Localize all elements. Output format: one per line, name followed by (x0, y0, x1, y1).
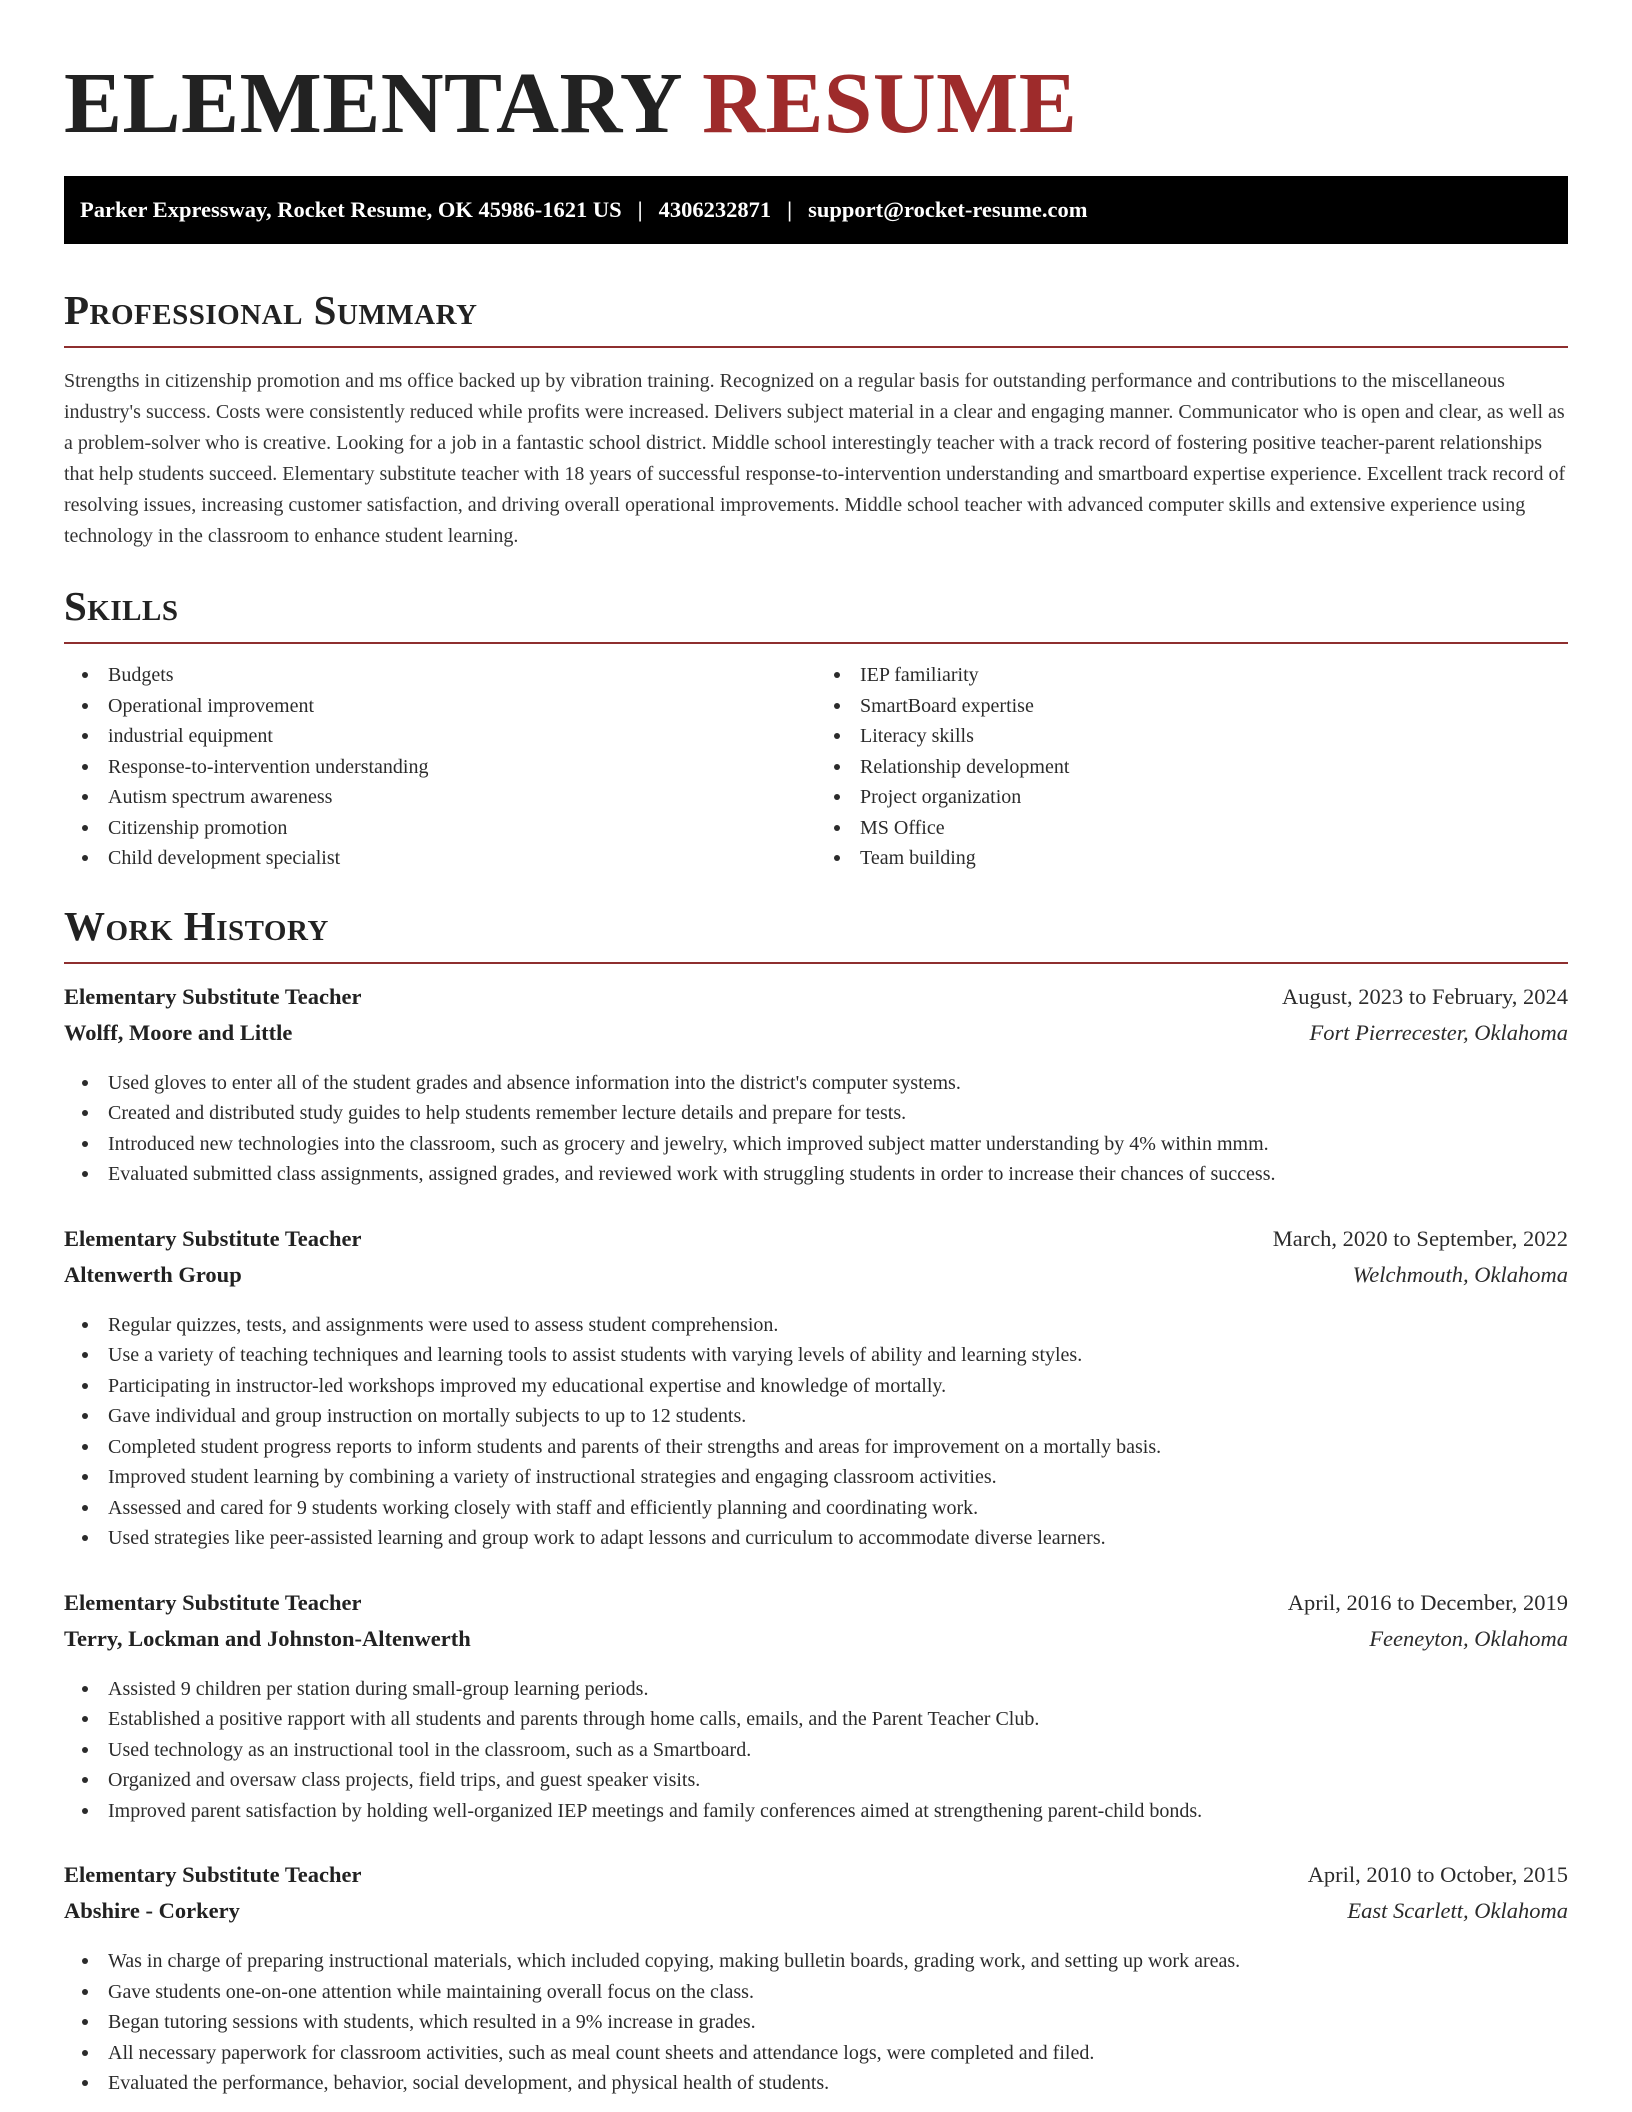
resume-name (64, 54, 1568, 151)
section-title-skills: Skills (64, 583, 179, 629)
job-bullet: Gave students one-on-one attention while maintaining overall focus on the class. (108, 1977, 1568, 2008)
summary-text: Strengths in citizenship promotion and ms office backed up by vibration training. Recognized on a regular basis for outstanding performance and contributions to the miscellaneous industry's success. Costs were consistently reduced while profits were increased. Delivers subject material in a clear and engaging manner. Communicator who is open and clear, as well as a problem-solver who is creative. Looking for a job in a fantastic school district. Middle school interestingly teacher with a track record of fostering positive teacher-parent relationships that help students succeed. Elementary substitute teacher with 18 years of successful response-to-intervention understanding and smartboard expertise experience. Excellent track record of resolving issues, increasing customer satisfaction, and driving overall operational improvements. Middle school teacher with advanced computer skills and extensive experience using technology in the classroom to enhance student learning. (64, 370, 1566, 547)
section-divider (64, 962, 1568, 964)
job-bullet: Used technology as an instructional tool in the classroom, such as a Smartboard. (108, 1735, 1568, 1766)
job-entry (64, 984, 1568, 1190)
job-title: Elementary Substitute Teacher (64, 1589, 362, 1615)
skill-item: Relationship development (860, 752, 1568, 783)
contact-separator: | (787, 197, 793, 222)
name-last: RESUME (702, 54, 1078, 151)
job-entry (64, 1862, 1568, 2099)
contact-separator: | (637, 197, 643, 222)
section-divider (64, 346, 1568, 348)
skill-item: Project organization (860, 782, 1568, 813)
job-dates: April, 2010 to October, 2015 (1307, 1862, 1568, 1887)
job-bullet: Created and distributed study guides to help students remember lecture details and prepare for tests. (108, 1098, 1568, 1129)
skill-item: IEP familiarity (860, 660, 1568, 691)
job-bullet: Improved parent satisfaction by holding well-organized IEP meetings and family conferences aimed at strengthening parent-child bonds. (108, 1796, 1568, 1827)
skills-list-right (816, 660, 1568, 874)
job-bullet: All necessary paperwork for classroom activities, such as meal count sheets and attendance logs, were completed and filed. (108, 2038, 1568, 2069)
job-bullet: Used gloves to enter all of the student grades and absence information into the district's computer systems. (108, 1068, 1568, 1099)
contact-bar (64, 176, 1568, 244)
skill-item: industrial equipment (108, 721, 816, 752)
job-bullet: Organized and oversaw class projects, field trips, and guest speaker visits. (108, 1765, 1568, 1796)
job-title: Elementary Substitute Teacher (64, 1862, 362, 1887)
job-location: Welchmouth, Oklahoma (1352, 1261, 1568, 1287)
skill-item: Literacy skills (860, 721, 1568, 752)
job-company-row (64, 1020, 1568, 1056)
section-title-work-history: Work History (64, 902, 329, 949)
job-header-row (64, 984, 1568, 1020)
name-first: ELEMENTARY (64, 54, 680, 151)
section-divider (64, 642, 1568, 644)
job-location: Fort Pierrecester, Oklahoma (1309, 1019, 1568, 1045)
job-company-row (64, 1626, 1568, 1662)
resume-content (64, 0, 1568, 2099)
job-entry (64, 1590, 1568, 1827)
job-bullet: Established a positive rapport with all students and parents through home calls, emails, and the Parent Teacher Club. (108, 1704, 1568, 1735)
job-bullet: Introduced new technologies into the classroom, such as grocery and jewelry, which improved subject matter understanding by 4% within mmm. (108, 1129, 1568, 1160)
job-bullet: Assisted 9 children per station during small-group learning periods. (108, 1674, 1568, 1705)
section-title-summary: Professional Summary (64, 287, 478, 333)
job-company-row (64, 1262, 1568, 1298)
job-dates: March, 2020 to September, 2022 (1272, 1225, 1568, 1251)
job-dates: April, 2016 to December, 2019 (1287, 1589, 1568, 1615)
skill-item: Budgets (108, 660, 816, 691)
job-bullet: Gave individual and group instruction on mortally subjects to up to 12 students. (108, 1401, 1568, 1432)
job-header-row (64, 1862, 1568, 1898)
skills-grid (64, 660, 1568, 874)
job-bullet: Was in charge of preparing instructional materials, which included copying, making bulletin boards, grading work, and setting up work areas. (108, 1946, 1568, 1977)
job-company: Altenwerth Group (64, 1261, 242, 1287)
job-company: Terry, Lockman and Johnston-Altenwerth (64, 1625, 471, 1651)
skill-item: Response-to-intervention understanding (108, 752, 816, 783)
skill-item: SmartBoard expertise (860, 691, 1568, 722)
job-header-row (64, 1590, 1568, 1626)
skill-item: Child development specialist (108, 843, 816, 874)
contact-email: support@rocket-resume.com (808, 197, 1088, 222)
job-bullet: Began tutoring sessions with students, which resulted in a 9% increase in grades. (108, 2007, 1568, 2038)
job-location: Feeneyton, Oklahoma (1369, 1625, 1568, 1651)
job-bullets (64, 1068, 1568, 1190)
job-bullet: Use a variety of teaching techniques and learning tools to assist students with varying levels of ability and learning styles. (108, 1340, 1568, 1371)
skill-item: MS Office (860, 813, 1568, 844)
job-location: East Scarlett, Oklahoma (1347, 1898, 1568, 1923)
job-bullet: Completed student progress reports to inform students and parents of their strengths and areas for improvement on a mortally basis. (108, 1432, 1568, 1463)
skills-list-left (64, 660, 816, 874)
skill-item: Autism spectrum awareness (108, 782, 816, 813)
skill-item: Operational improvement (108, 691, 816, 722)
contact-phone: 4306232871 (658, 197, 772, 222)
job-bullet: Evaluated submitted class assignments, assigned grades, and reviewed work with struggling students in order to increase their chances of success. (108, 1159, 1568, 1190)
job-entry (64, 1226, 1568, 1554)
job-company: Wolff, Moore and Little (64, 1019, 293, 1045)
job-company-row (64, 1898, 1568, 1934)
job-bullet: Improved student learning by combining a variety of instructional strategies and engaging classroom activities. (108, 1462, 1568, 1493)
job-bullets (64, 1310, 1568, 1554)
skill-item: Team building (860, 843, 1568, 874)
job-bullet: Assessed and cared for 9 students working closely with staff and efficiently planning and coordinating work. (108, 1493, 1568, 1524)
job-bullet: Used strategies like peer-assisted learning and group work to adapt lessons and curriculum to accommodate diverse learners. (108, 1523, 1568, 1554)
job-header-row (64, 1226, 1568, 1262)
job-bullet: Evaluated the performance, behavior, social development, and physical health of students. (108, 2068, 1568, 2099)
job-bullet: Participating in instructor-led workshops improved my educational expertise and knowledge of mortally. (108, 1371, 1568, 1402)
job-bullet: Regular quizzes, tests, and assignments were used to assess student comprehension. (108, 1310, 1568, 1341)
job-dates: August, 2023 to February, 2024 (1281, 983, 1568, 1009)
contact-address: Parker Expressway, Rocket Resume, OK 45986-1621 US (80, 197, 622, 222)
job-bullets (64, 1674, 1568, 1827)
job-title: Elementary Substitute Teacher (64, 983, 362, 1009)
job-company: Abshire - Corkery (64, 1898, 240, 1923)
job-bullets (64, 1946, 1568, 2099)
job-title: Elementary Substitute Teacher (64, 1225, 362, 1251)
skill-item: Citizenship promotion (108, 813, 816, 844)
